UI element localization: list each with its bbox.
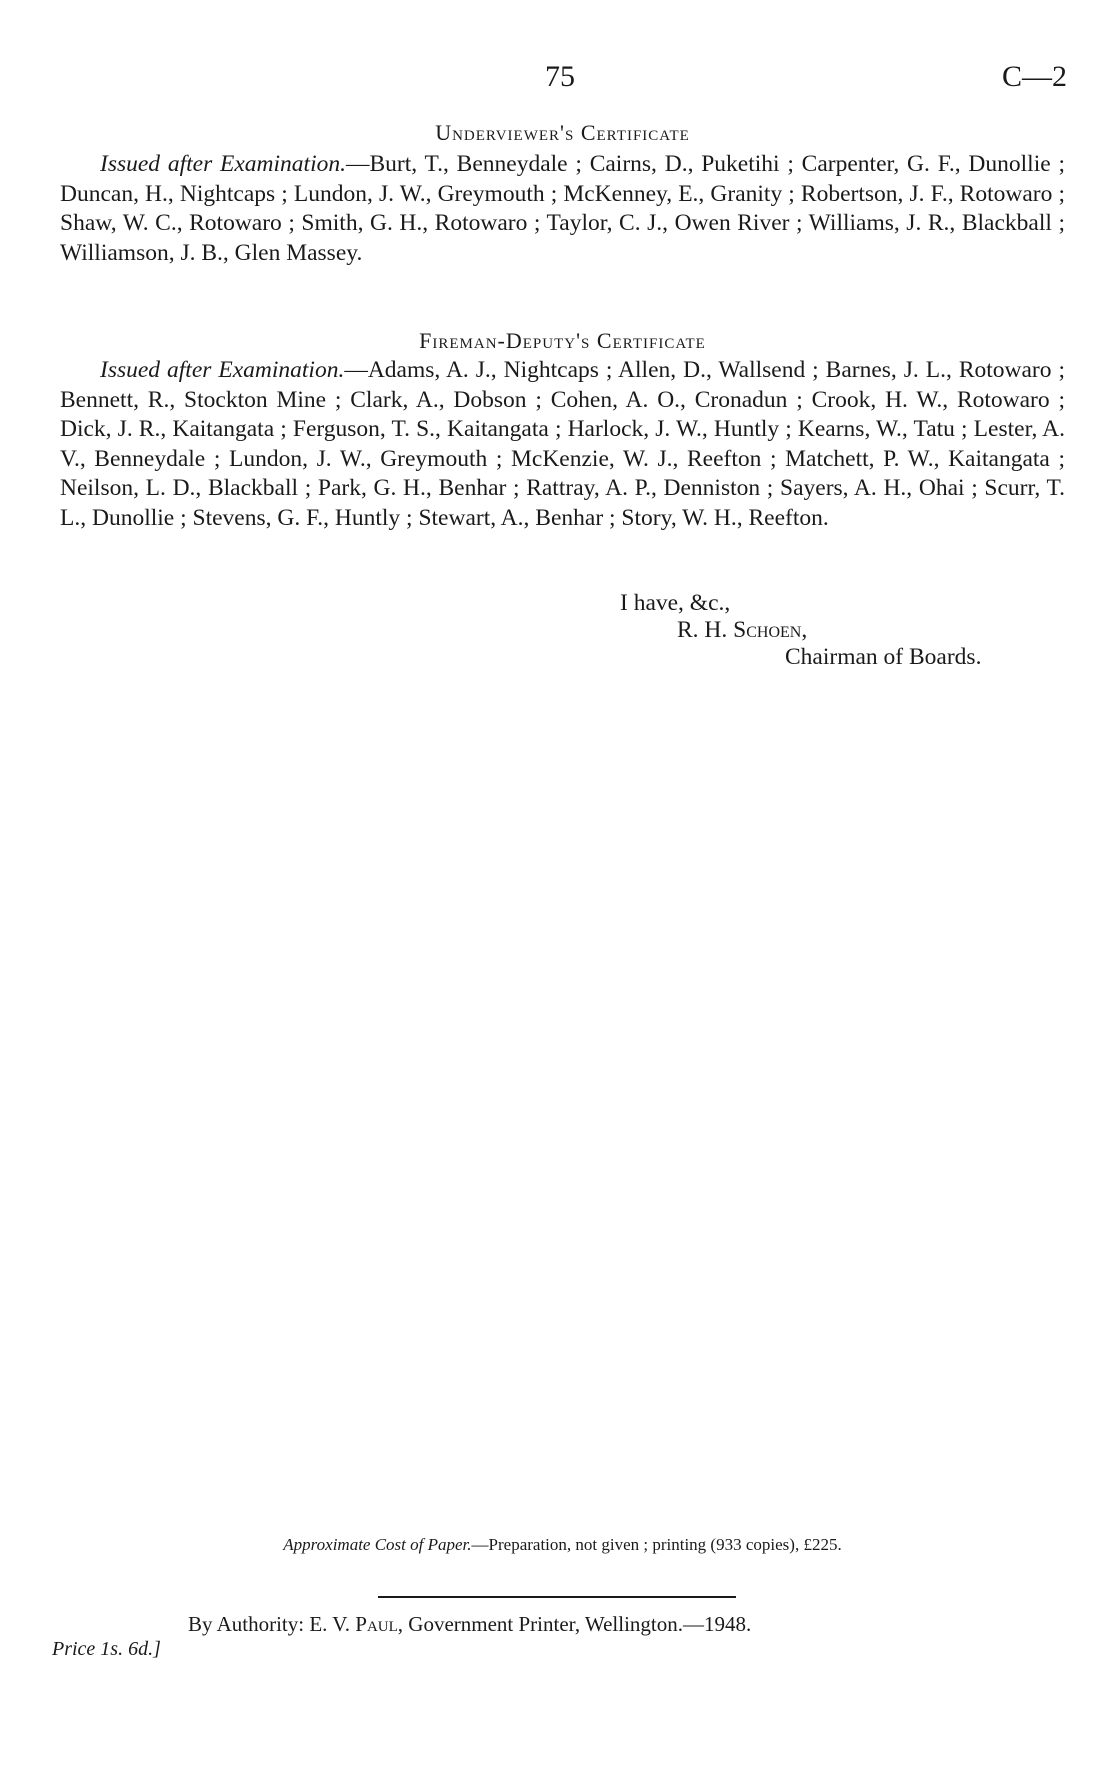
cost-text: —Preparation, not given ; printing (933 copies), £225. — [471, 1535, 842, 1554]
signature-block — [620, 590, 1040, 671]
section-intro: Issued after Examination. — [100, 357, 345, 383]
section-body-underviewer — [60, 150, 1065, 268]
footer-rule — [378, 1596, 736, 1598]
cost-note — [60, 1535, 1065, 1555]
section-body-fireman-deputy — [60, 356, 1065, 533]
section-heading-underviewer: Underviewer's Certificate — [435, 120, 690, 145]
section-text: —Burt, T., Benneydale ; Cairns, D., Puketihi ; Carpenter, G. F., Dunollie ; Duncan, H., Nightcaps ; Lundon, J. W., Greymouth ; McKenney, E., Granity ; Robertson, J. F., Rotowaro ; Shaw, W. C., Rotowaro ; Smith, G. H., Rotowaro ; Taylor, C. J., Owen River ; Williams, J. R., Blackball ; Williamson, J. B., Glen Massey. — [60, 151, 1065, 266]
signature-initials: R. H. — [677, 617, 728, 643]
authority-name: E. V. Paul, — [309, 1612, 404, 1636]
authority-prefix: By Authority: — [188, 1612, 305, 1636]
section-heading-fireman-deputy: Fireman-Deputy's Certificate — [419, 328, 706, 353]
authority-line — [188, 1612, 751, 1637]
authority-suffix: Government Printer, Wellington.—1948. — [408, 1612, 752, 1636]
section-intro: Issued after Examination. — [100, 151, 346, 177]
signature-title: Chairman of Boards. — [785, 644, 982, 670]
signature-surname: Schoen, — [733, 617, 808, 643]
signature-greeting: I have, &c., — [620, 590, 731, 616]
price-label: Price 1s. 6d.] — [52, 1638, 161, 1660]
signature-name — [620, 617, 1040, 644]
page-number: 75 — [545, 60, 575, 93]
cost-label: Approximate Cost of Paper. — [283, 1535, 472, 1554]
section-text: —Adams, A. J., Nightcaps ; Allen, D., Wallsend ; Barnes, J. L., Rotowaro ; Bennett, R., Stockton Mine ; Clark, A., Dobson ; Cohen, A. O., Cronadun ; Crook, H. W., Rotowaro ; Dick, J. R., Kaitangata ; Ferguson, T. S., Kaitangata ; Harlock, J. W., Huntly ; Kearns, W., Tatu ; Lester, A. V., Benneydale ; Lundon, J. W., Greymouth ; McKenzie, W. J., Reefton ; Matchett, P. W., Kaitangata ; Neilson, L. D., Blackball ; Park, G. H., Benhar ; Rattray, A. P., Denniston ; Sayers, A. H., Ohai ; Scurr, T. L., Dunollie ; Stevens, G. F., Huntly ; Stewart, A., Benhar ; Story, W. H., Reefton. — [60, 357, 1065, 531]
document-reference: C—2 — [1001, 60, 1067, 93]
